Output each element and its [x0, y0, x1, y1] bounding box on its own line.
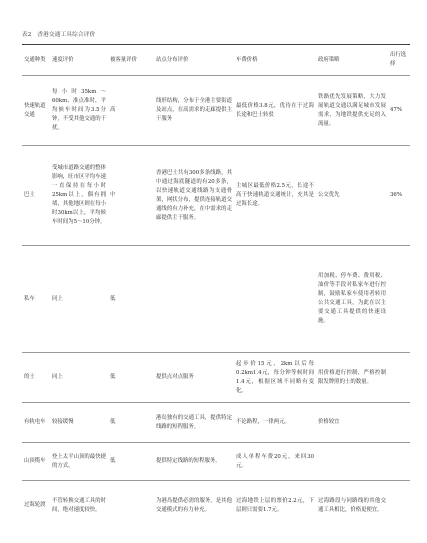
header-share: 出行选择	[390, 52, 407, 67]
table-row	[22, 403, 410, 443]
cell-speed: 登上太平山顶的最快捷的方式。	[52, 453, 106, 469]
header-speed: 速度评价	[52, 56, 74, 63]
cell-network: 提供点对点服务	[156, 374, 194, 380]
cell-capacity: 低	[110, 374, 116, 380]
cell-speed: 每小时35km～60km，准点准时，平均候车时间为3.5分钟，不受其他交通的干扰。	[52, 89, 106, 131]
cell-capacity: 中	[110, 192, 116, 198]
table-row	[22, 246, 410, 353]
table-row	[22, 353, 410, 403]
cell-policy: 价格较宜	[318, 419, 340, 425]
cell-fare: 过海地铁上层的票价2.2元，下层则只需要1.7元。	[236, 497, 314, 513]
cell-share	[388, 353, 410, 403]
header-fare: 车费价格	[236, 56, 258, 63]
cell-policy: 用加税、停车费、费用税、油价等手段对私家车进行控制，鼓励私家车使用者转用公共交通工具，为此在以主要交通工具提供的快速设施。	[318, 273, 386, 324]
cell-share: 36%	[390, 192, 402, 198]
cell-type: 有轨电车	[24, 419, 46, 425]
header-type: 交通种类	[24, 56, 46, 63]
cell-share: 47%	[390, 107, 402, 113]
cell-network	[154, 246, 234, 353]
cell-capacity: 低	[110, 458, 116, 464]
table-caption: 表2 香港交通工具综合评价	[22, 32, 96, 38]
cell-speed: 较接缓慢	[52, 419, 74, 425]
cell-share	[388, 443, 410, 481]
table-row	[22, 76, 410, 146]
cell-fare: 成人单程车费20元，来回30元。	[236, 453, 314, 469]
cell-type: 私车	[24, 295, 35, 302]
cell-policy: 公交优先	[318, 192, 340, 198]
cell-speed: 同上	[52, 295, 63, 302]
cell-share	[388, 246, 410, 353]
cell-network: 香港巴士共有300多条线路，其中通过海底隧道的有20多条，以快速轨道交通线路为支通骨架，网状分布，提供连接轨道交通线的有力补充，在中需求的走廊提供主干服务。	[156, 169, 232, 221]
cell-speed: 同上	[52, 374, 63, 380]
cell-fare: 起步价15元，2km以后每0.2km1.4元，每分钟等候时间1.4元，根据区域不同略有变化。	[236, 360, 314, 394]
cell-share	[388, 403, 410, 443]
cell-capacity: 低	[110, 295, 116, 302]
cell-fare	[234, 246, 316, 353]
header-network: 站点分布评价	[156, 56, 189, 63]
transport-evaluation-table	[22, 45, 410, 531]
cell-type: 过海轮渡	[24, 502, 46, 509]
cell-type: 山顶缆车	[24, 458, 46, 464]
cell-policy	[316, 443, 388, 481]
cell-fare: 最低价格3.8元，优待在于过海长途和巴士转驳	[236, 102, 314, 118]
cell-network: 线形结构，分布于全港主要街道及站点，在高需求的走廊提供主干服务	[156, 98, 232, 122]
cell-network: 港岛独有的交通工具，提供特定线路的短程服务。	[156, 414, 232, 430]
cell-capacity: 高	[110, 107, 116, 113]
table-row	[22, 443, 410, 481]
header-policy: 政府策略	[318, 56, 340, 63]
cell-fare: 主城区最低价格2.5元，长途不高于快速轨道交通统计，充其是过海长途。	[236, 183, 314, 207]
cell-policy: 用价格进行控制，严格控制限发牌照的士的数量。	[318, 369, 386, 385]
table-row	[22, 146, 410, 246]
cell-capacity: 低	[110, 419, 116, 425]
table-row	[22, 481, 410, 531]
cell-share	[388, 481, 410, 531]
cell-network: 提供特定线路的短程服务。	[156, 458, 221, 464]
cell-policy: 过海路段与同路线的其他交通工具相比，价格更便宜。	[318, 497, 386, 513]
cell-network: 为港岛提供必需的服务，是其他交通模式的有力补充。	[156, 497, 232, 513]
cell-fare: 不论路程，一律两元。	[236, 419, 290, 425]
header-capacity: 被客量评价	[110, 56, 137, 63]
cell-type: 的士	[24, 374, 35, 380]
cell-type: 巴士	[24, 192, 35, 198]
cell-policy: 铁路优先发展策略，大力发展轨道交通以满足城市发展需求，为地铁提供充足的入流量。	[318, 93, 386, 127]
cell-speed: 受城市道路交通的整体影响，旺市区平均车速一直保持在每小时25km以上，偶有拥堵，其他地区则在每小时30km以上，平均候车时间为5～10分钟。	[52, 165, 106, 225]
header-row	[22, 45, 410, 76]
cell-speed: 不管转换交通工具的时间，绝对速度较快。	[52, 497, 106, 513]
cell-type: 快速轨道交通	[24, 102, 46, 118]
cell-capacity	[108, 481, 154, 531]
